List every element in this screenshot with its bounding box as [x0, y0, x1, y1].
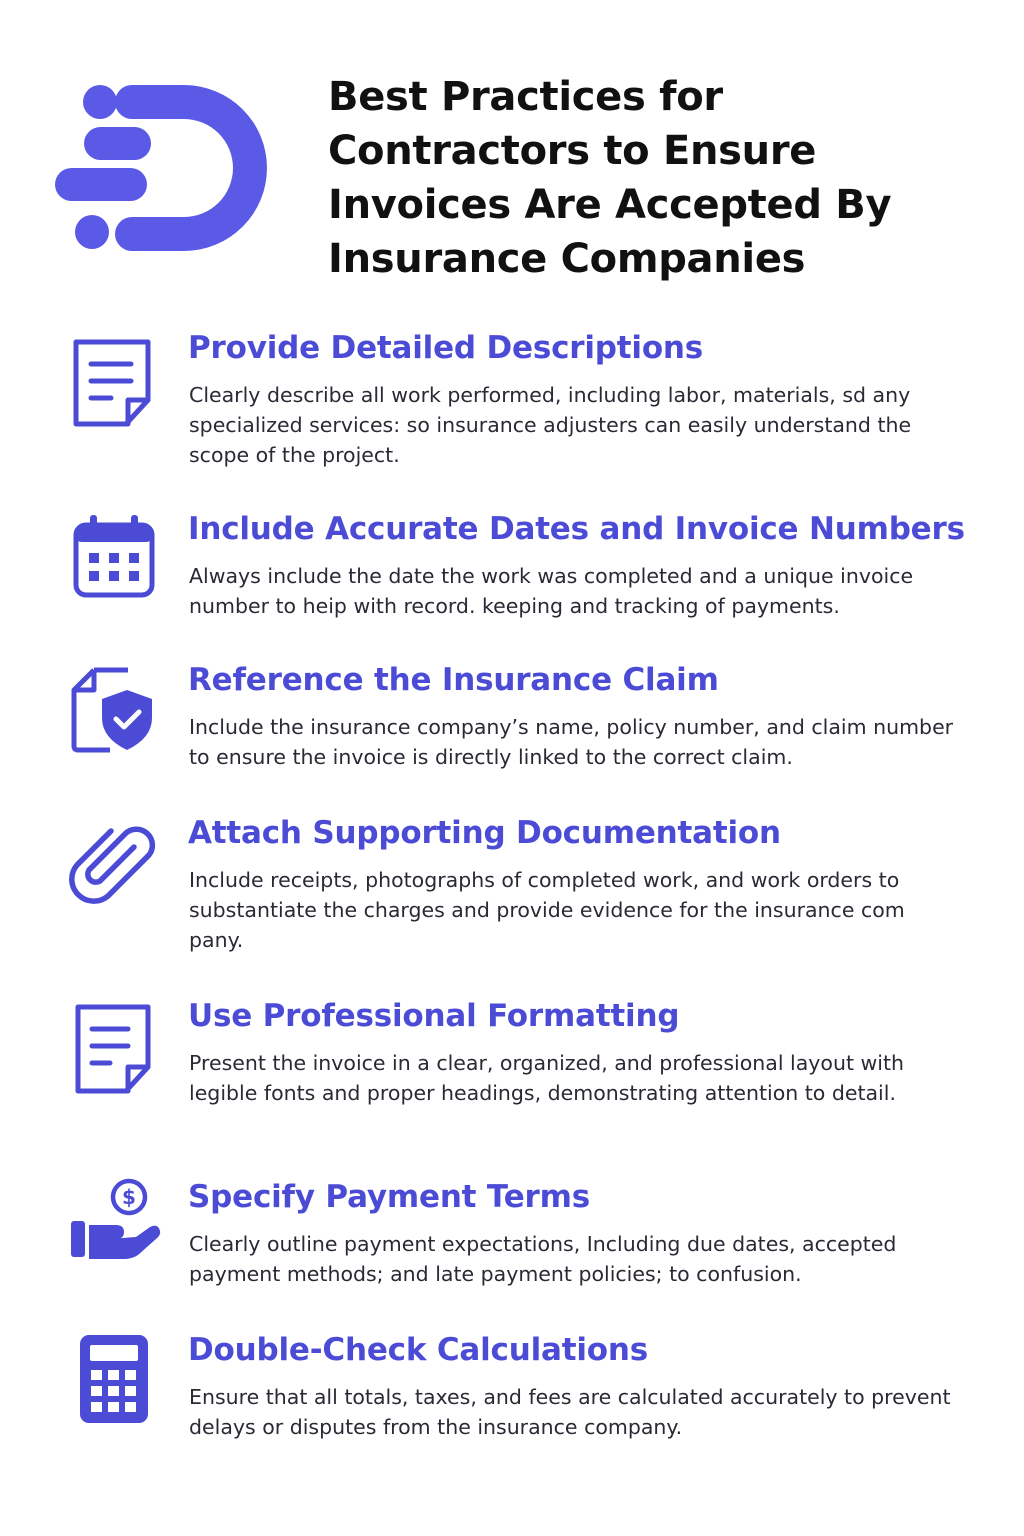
section-body: Include receipts, photographs of completed work, and work orders to substantiate the charges and provide evidence for the insurance com pany.	[189, 868, 905, 952]
document-icon	[64, 1001, 164, 1101]
section-body: Clearly describe all work performed, including labor, materials, sd any specialized services: so insurance adjusters can easily understand the scope of the project.	[189, 383, 912, 467]
section-heading: Include Accurate Dates and Invoice Numbers	[188, 511, 965, 547]
calculator-icon	[64, 1333, 164, 1433]
page-title: Best Practices for Contractors to Ensure Invoices Are Accepted By Insurance Companies	[328, 74, 892, 282]
hand-coin-icon	[64, 1177, 164, 1277]
section-body: Clearly outline payment expectations, Including due dates, accepted payment methods; and late payment policies; to confusion.	[189, 1232, 897, 1286]
shield-document-icon	[64, 666, 164, 766]
section-body: Always include the date the work was completed and a unique invoice number to heip with record. keeping and tracking of payments.	[189, 564, 914, 618]
section-heading: Attach Supporting Documentation	[188, 815, 781, 851]
svg-text:$: $	[122, 1185, 136, 1209]
section-heading: Double-Check Calculations	[188, 1332, 648, 1368]
section-body: Ensure that all totals, taxes, and fees are calculated accurately to prevent delays or disputes from the insurance company.	[189, 1385, 951, 1439]
calendar-icon	[64, 513, 164, 613]
section-body: Present the invoice in a clear, organized, and professional layout with legible fonts and proper headings, demonstrating attention to detail.	[189, 1051, 905, 1105]
document-icon	[64, 336, 164, 436]
section-heading: Provide Detailed Descriptions	[188, 330, 704, 366]
stylized-d-logo	[52, 82, 272, 252]
section-heading: Specify Payment Terms	[188, 1179, 590, 1215]
section-heading: Reference the Insurance Claim	[188, 662, 719, 698]
section-body: Include the insurance company’s name, policy number, and claim number to ensure the invoice is directly linked to the correct claim.	[189, 715, 954, 769]
paperclip-icon	[64, 815, 164, 915]
section-heading: Use Professional Formatting	[188, 998, 680, 1034]
